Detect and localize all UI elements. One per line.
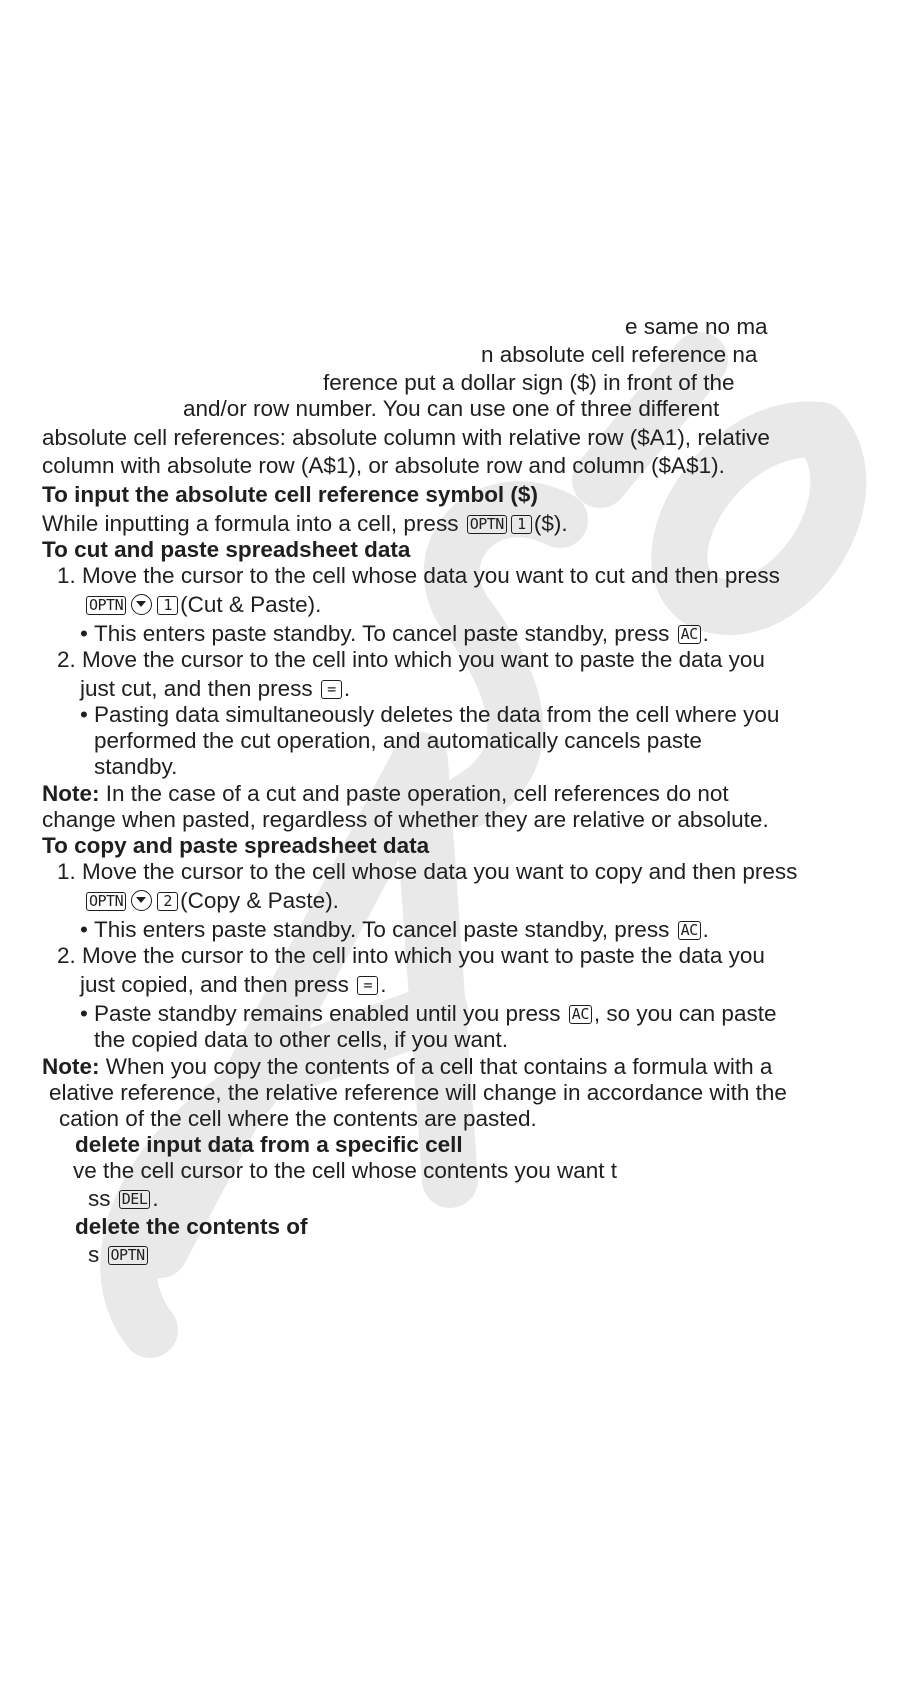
intro-line-4: and/or row number. You can use one of three different (183, 396, 720, 421)
intro-line-1: e same no ma (625, 314, 768, 339)
delete-contents-step: s OPTN (88, 1241, 150, 1268)
one-key-icon: 1 (157, 596, 178, 615)
two-key-icon: 2 (157, 892, 178, 911)
cut-step-1: 1. Move the cursor to the cell whose data you want to cut and then press (57, 563, 780, 588)
intro-line-6: column with absolute row (A$1), or absolute row and column ($A$1). (42, 453, 725, 478)
down-arrow-key-icon (131, 890, 152, 911)
cut-bullet-2-line-2: performed the cut operation, and automatically cancels paste (94, 728, 702, 753)
absolute-symbol-instruction: While inputting a formula into a cell, press OPTN 1 ($). (42, 511, 568, 536)
copy-bullet-2: • Paste standby remains enabled until you press AC , so you can paste (80, 1001, 777, 1026)
equals-key-icon: = (321, 680, 342, 699)
cut-step-2-cont: just cut, and then press = . (80, 676, 351, 701)
cut-note: Note: In the case of a cut and paste operation, cell references do not (42, 781, 729, 806)
copy-step-2-cont: just copied, and then press = . (80, 972, 387, 997)
heading-delete-cell: delete input data from a specific cell (75, 1132, 463, 1157)
delete-cell-step-2: ss DEL . (88, 1186, 159, 1211)
copy-step-2: 2. Move the cursor to the cell into which you want to paste the data you (57, 943, 765, 968)
copy-bullet-2-line-2: the copied data to other cells, if you want. (94, 1027, 508, 1052)
ac-key-icon: AC (569, 1005, 592, 1024)
heading-cut-paste: To cut and paste spreadsheet data (42, 537, 411, 562)
copy-step-1-keys: OPTN 2 (Copy & Paste). (84, 887, 339, 914)
cut-bullet-1: • This enters paste standby. To cancel paste standby, press AC . (80, 621, 709, 646)
optn-key-icon: OPTN (467, 515, 507, 534)
ac-key-icon: AC (678, 625, 701, 644)
optn-key-icon: OPTN (108, 1246, 148, 1265)
heading-delete-contents: delete the contents of (75, 1214, 308, 1239)
cut-step-1-keys: OPTN 1 (Cut & Paste). (84, 591, 321, 618)
one-key-icon: 1 (511, 515, 532, 534)
copy-note-line-2: elative reference, the relative reference will change in accordance with the (49, 1080, 787, 1105)
down-arrow-key-icon (131, 594, 152, 615)
cut-step-2: 2. Move the cursor to the cell into which you want to paste the data you (57, 647, 765, 672)
heading-absolute-symbol: To input the absolute cell reference symbol ($) (42, 482, 538, 507)
copy-note-line-3: cation of the cell where the contents are pasted. (59, 1106, 537, 1131)
cut-note-line-2: change when pasted, regardless of whether they are relative or absolute. (42, 807, 769, 832)
del-key-icon: DEL (119, 1190, 151, 1209)
heading-copy-paste: To copy and paste spreadsheet data (42, 833, 430, 858)
dollar-symbol: $ (576, 370, 590, 395)
copy-bullet-1: • This enters paste standby. To cancel paste standby, press AC . (80, 917, 709, 942)
delete-cell-step-1: ve the cell cursor to the cell whose contents you want t (73, 1158, 618, 1183)
intro-line-5: absolute cell references: absolute column with relative row ($A1), relative (42, 425, 770, 450)
ac-key-icon: AC (678, 921, 701, 940)
intro-line-2: n absolute cell reference na (481, 342, 758, 367)
optn-key-icon: OPTN (86, 596, 126, 615)
optn-key-icon: OPTN (86, 892, 126, 911)
equals-key-icon: = (357, 976, 378, 995)
copy-step-1: 1. Move the cursor to the cell whose data you want to copy and then press (57, 859, 798, 884)
copy-note: Note: When you copy the contents of a cell that contains a formula with a (42, 1054, 773, 1079)
cut-bullet-2-line-3: standby. (94, 754, 178, 779)
intro-line-3: ference put a dollar sign ($) in front of the (323, 370, 735, 395)
cut-bullet-2: • Pasting data simultaneously deletes the data from the cell where you (80, 702, 780, 727)
